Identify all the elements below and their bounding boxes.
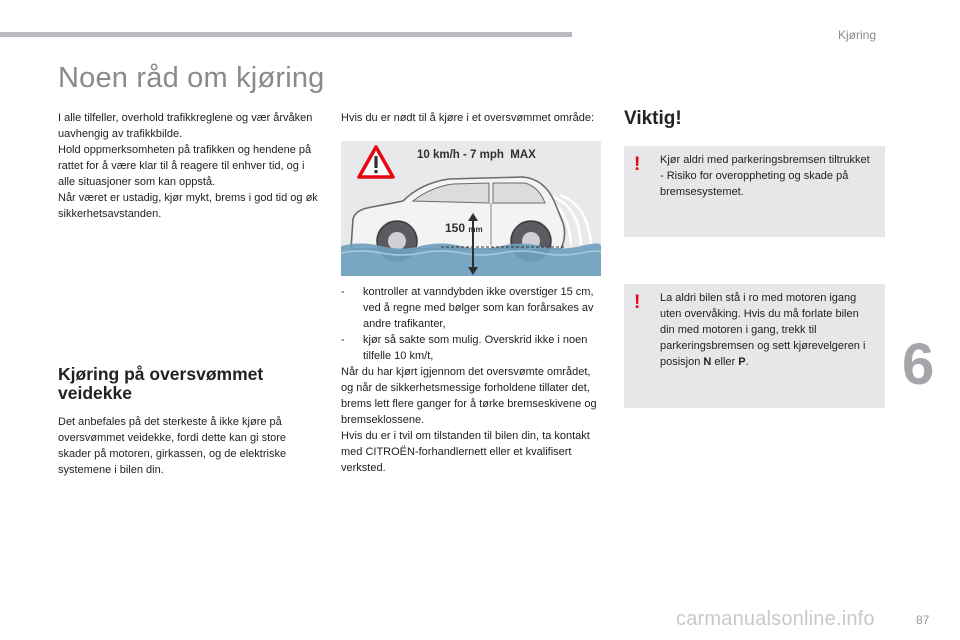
speed-limit-label: 10 km/h - 7 mph MAX xyxy=(417,149,536,161)
car-in-water-image xyxy=(341,141,601,276)
list-dash: - xyxy=(341,286,345,298)
warning-box-parking-brake xyxy=(624,146,885,237)
warning-triangle-icon xyxy=(359,147,393,177)
watermark: carmanualsonline.info xyxy=(676,608,875,630)
warning-text-part: eller xyxy=(711,356,739,368)
warning-text: Kjør aldri med parkeringsbremsen tiltrukket - Risiko for overoppheting og skade på bremsesystemet. xyxy=(660,154,870,198)
warning-text-part: La aldri bilen stå i ro med motoren igang uten overvåking. Hvis du må forlate bilen din med motoren i gang, trekk til parkeringsbremsen og sett kjørevelgeren i posisjon xyxy=(660,292,866,368)
depth-value: 150 xyxy=(445,221,466,235)
flood-driving-list xyxy=(341,284,603,364)
warning-box-engine-running xyxy=(624,284,885,408)
gear-position-p: P xyxy=(738,356,746,368)
flooded-road-illustration xyxy=(341,141,601,276)
page-number: 87 xyxy=(916,613,930,627)
gear-position-n: N xyxy=(703,356,712,368)
section-name: Kjøring xyxy=(838,28,877,42)
header-bar xyxy=(0,32,572,37)
warning-heading: Viktig! xyxy=(624,108,682,129)
list-dash: - xyxy=(341,334,345,346)
flooded-area-intro: Hvis du er nødt til å kjøre i et oversvømmet område: xyxy=(341,112,595,124)
exclamation-icon: ! xyxy=(634,154,641,175)
list-item xyxy=(341,284,603,332)
flooded-road-paragraph: Det anbefales på det sterkeste å ikke kjøre på oversvømmet veidekke, fordi dette kan gi store skader på motoren, girkassen, og de elektriske systemene i bilen din. xyxy=(58,416,287,476)
after-flood-paragraph: Når du har kjørt igjennom det oversvømte området, og når de sikkerhetsmessige forholdene tillater det, brems lett flere ganger for å tørke bremseskivene og bremseklossene. Hvis du er i tvil om tilstanden til bilen din, ta kontakt med CITROËN-forhandlernett eller et kvalifisert verksted. xyxy=(341,366,597,474)
list-item xyxy=(341,332,603,364)
flooded-road-heading: Kjøring på oversvømmet veidekke xyxy=(58,364,264,403)
warning-text xyxy=(660,290,874,370)
warning-text-part: . xyxy=(745,356,749,368)
exclamation-icon: ! xyxy=(634,292,641,313)
depth-label xyxy=(445,221,483,235)
chapter-number: 6 xyxy=(902,332,935,397)
depth-unit: mm xyxy=(468,225,483,234)
list-item-text: kjør så sakte som mulig. Overskrid ikke i noen tilfelle 10 km/t, xyxy=(363,334,588,362)
page-title: Noen råd om kjøring xyxy=(58,62,325,94)
list-item-text: kontroller at vanndybden ikke overstiger 15 cm, ved å regne med bølger som kan forårsakes av andre trafikanter, xyxy=(363,286,594,330)
intro-paragraph: I alle tilfeller, overhold trafikkreglene og vær årvåken uavhengig av trafikkbilde. Hold oppmerksomheten på trafikken og hendene på rattet for å være klar til å reagere til enhver tid, og i alle situasjoner som kan oppstå. Når været er ustadig, kjør mykt, brems i god tid og øk sikkerhetsavstanden. xyxy=(58,112,318,220)
